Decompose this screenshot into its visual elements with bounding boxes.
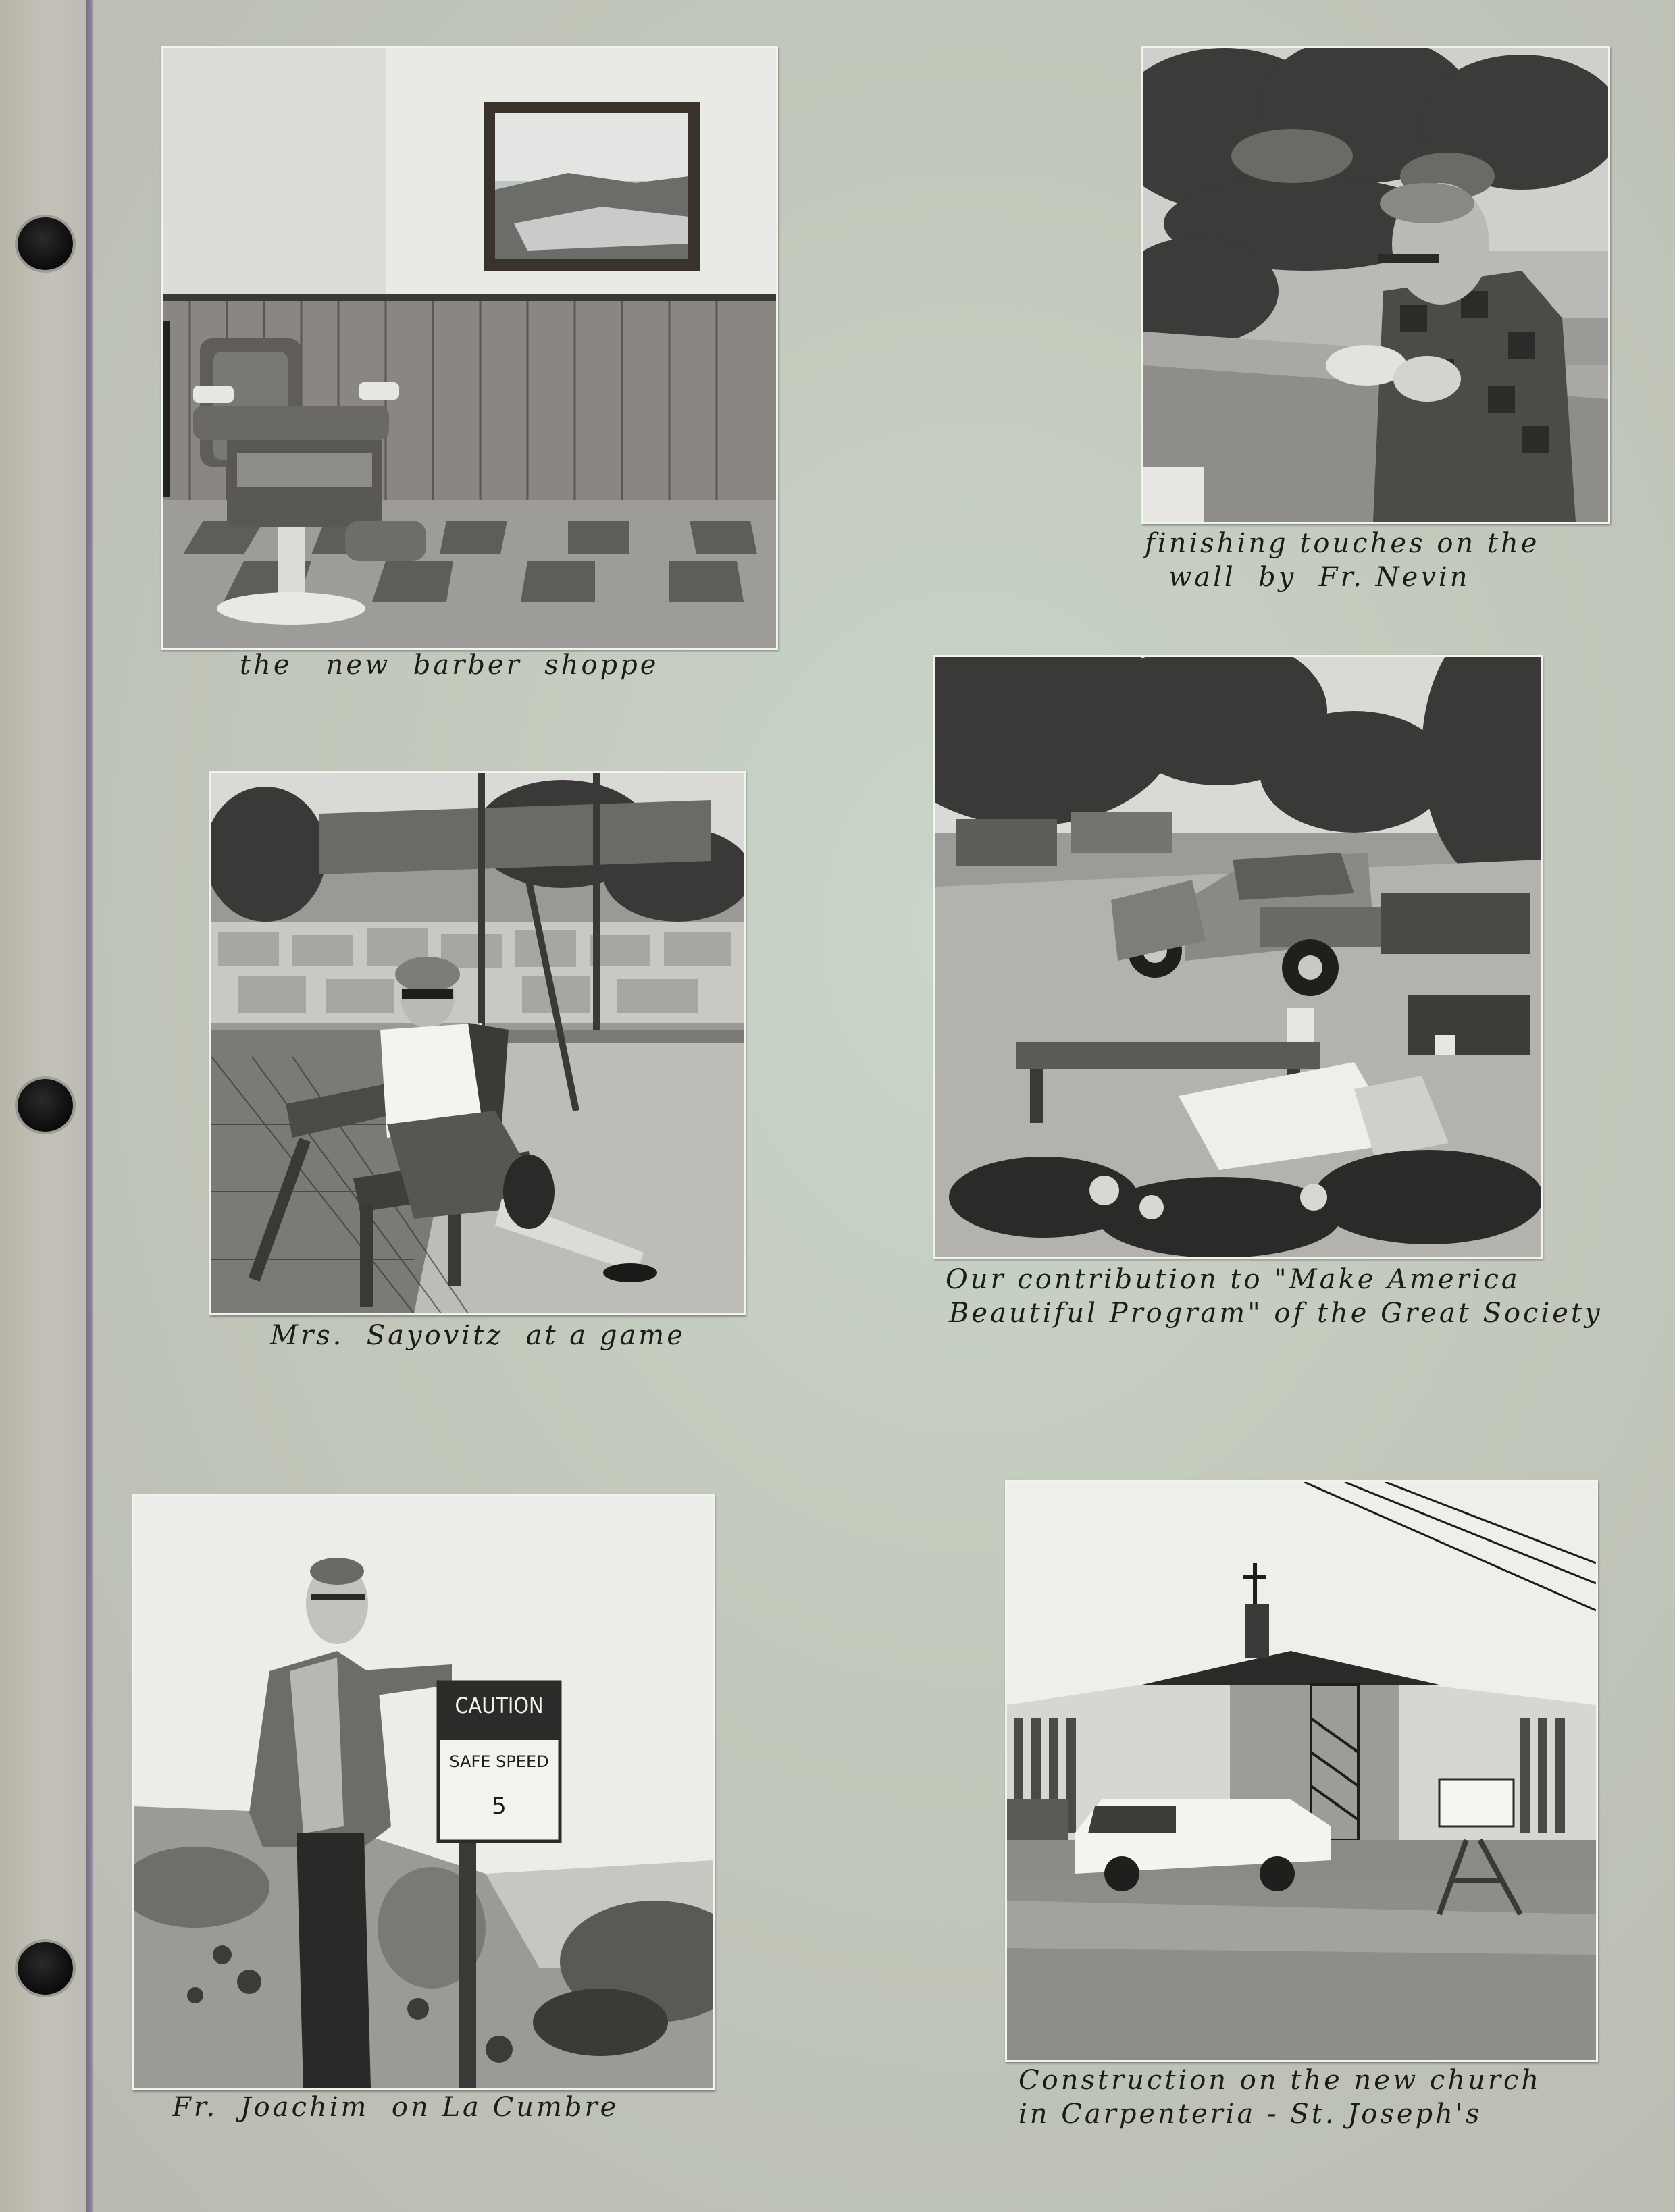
punch-hole-top: [18, 217, 73, 270]
caption-barber-shoppe: the new barber shoppe: [240, 650, 659, 681]
photo-st-josephs-construction: [1005, 1480, 1598, 2062]
sign-safe-speed-label: SAFE SPEED: [449, 1752, 549, 1771]
caption-mrs-sayovitz: Mrs. Sayovitz at a game: [270, 1320, 686, 1351]
photo-make-america-beautiful: [933, 655, 1543, 1259]
sign-caution-label: CAUTION: [455, 1693, 544, 1718]
sign-speed-value: 5: [492, 1793, 507, 1820]
caption-nevin-line1: finishing touches on the: [1145, 528, 1540, 559]
caption-church-line1: Construction on the new church: [1019, 2065, 1542, 2096]
photo-fr-joachim: [132, 1494, 715, 2090]
punch-hole-bottom: [18, 1942, 73, 1995]
caption-fr-joachim: Fr. Joachim on La Cumbre: [172, 2092, 619, 2123]
photo-mrs-sayovitz: [209, 771, 746, 1315]
binding-line: [86, 0, 93, 2212]
photo-fr-nevin-wall: [1141, 46, 1610, 524]
photo-barber-shoppe: [161, 46, 778, 650]
caption-church-line2: in Carpenteria - St. Joseph's: [1019, 2099, 1483, 2130]
caption-junk-line2: Beautiful Program" of the Great Society: [949, 1298, 1603, 1329]
caption-nevin-line2: wall by Fr. Nevin: [1168, 562, 1470, 593]
punch-hole-middle: [18, 1079, 73, 1132]
caption-junk-line1: Our contribution to "Make America: [946, 1264, 1520, 1295]
